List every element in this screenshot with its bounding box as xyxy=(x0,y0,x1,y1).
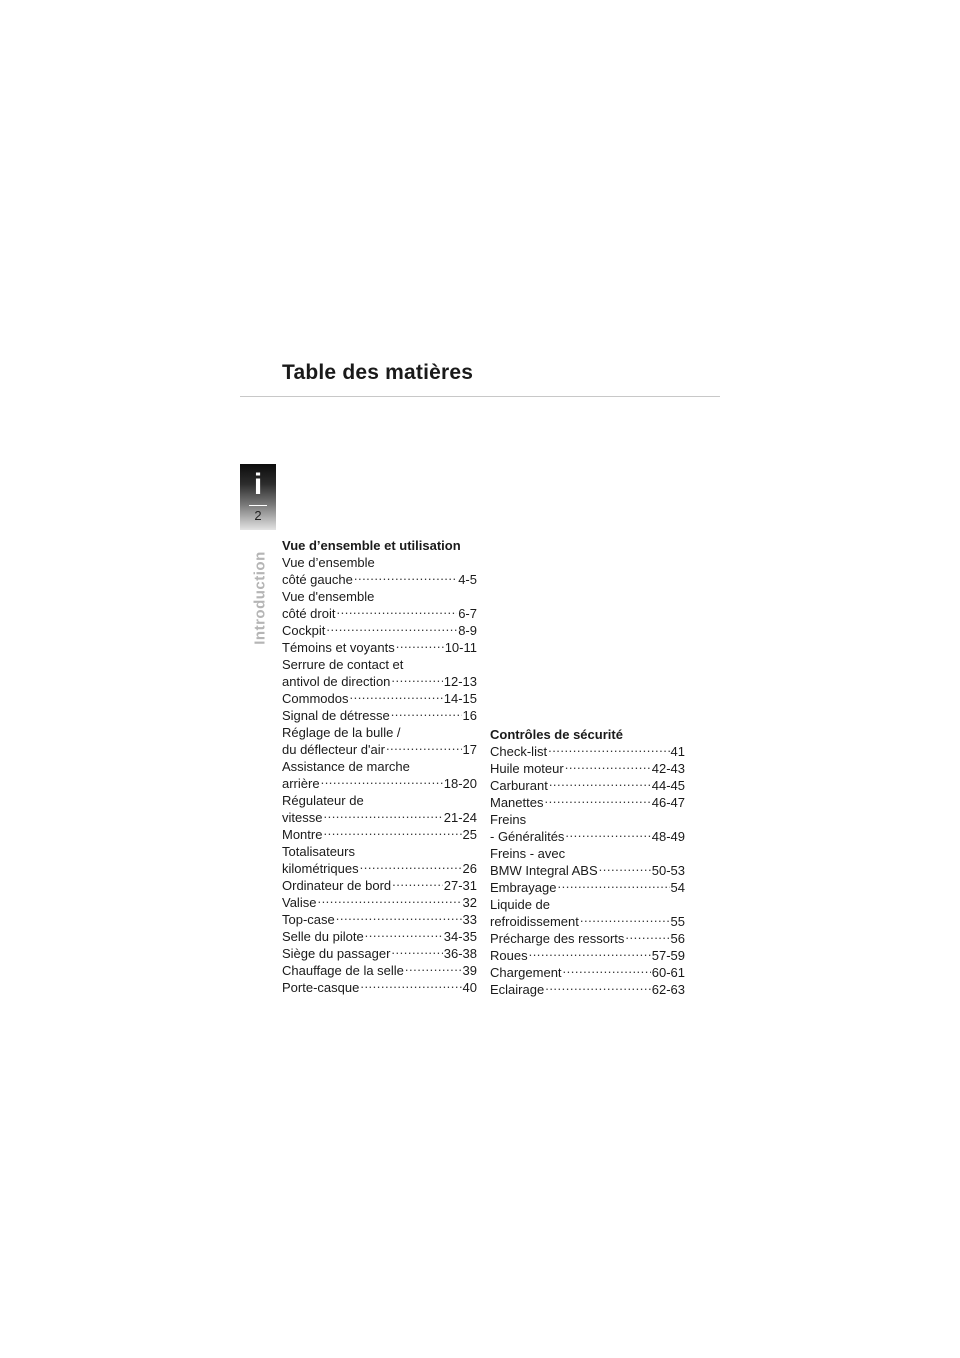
toc-entry-label: Vue d’ensemble xyxy=(282,555,375,570)
toc-entry xyxy=(490,981,685,998)
toc-entry-label: Top-case xyxy=(282,912,335,927)
toc-entry-label: Réglage de la bulle / xyxy=(282,725,401,740)
toc-entry-page: 12-13 xyxy=(443,674,477,689)
toc-entry xyxy=(282,741,477,758)
dot-leader xyxy=(565,760,651,773)
dot-leader xyxy=(354,571,457,584)
toc-entry xyxy=(282,792,477,809)
toc-entry-label: Précharge des ressorts xyxy=(490,931,625,946)
toc-entry xyxy=(282,894,477,911)
page-number: 2 xyxy=(254,508,262,523)
toc-entry-label: Valise xyxy=(282,895,317,910)
toc-section-overview xyxy=(282,537,477,996)
dot-leader xyxy=(336,911,462,924)
toc-entry-label: Manettes xyxy=(490,795,544,810)
toc-entry-page: 60-61 xyxy=(651,965,685,980)
toc-entry-page: 56 xyxy=(670,931,685,946)
toc-entry xyxy=(282,979,477,996)
section-heading: Vue d’ensemble et utilisation xyxy=(282,538,461,553)
dot-leader xyxy=(360,860,462,873)
toc-entry xyxy=(282,622,477,639)
toc-entry-page: 54 xyxy=(670,880,685,895)
dot-leader xyxy=(365,928,443,941)
dot-leader xyxy=(557,879,669,892)
toc-entry xyxy=(490,777,685,794)
toc-entry-page: 39 xyxy=(462,963,477,978)
dot-leader xyxy=(580,913,670,926)
dot-leader xyxy=(349,690,442,703)
toc-entry-label: Embrayage xyxy=(490,880,557,895)
toc-entry-page: 4-5 xyxy=(458,572,477,587)
toc-entry xyxy=(282,588,477,605)
toc-entry-label: kilométriques xyxy=(282,861,359,876)
dot-leader xyxy=(391,945,442,958)
toc-entry-label: Serrure de contact et xyxy=(282,657,404,672)
tab-divider xyxy=(249,505,267,506)
toc-entry-page: 40 xyxy=(462,980,477,995)
toc-entry xyxy=(282,673,477,690)
toc-entry-label: Eclairage xyxy=(490,982,545,997)
dot-leader xyxy=(323,809,442,822)
toc-entry xyxy=(282,605,477,622)
chapter-side-label-text: Introduction xyxy=(251,551,269,645)
dot-leader xyxy=(323,826,461,839)
toc-entry-label: Freins xyxy=(490,812,527,827)
toc-entry-label: Carburant xyxy=(490,778,548,793)
dot-leader xyxy=(392,877,443,890)
toc-entry-page: 57-59 xyxy=(651,948,685,963)
toc-entry xyxy=(490,828,685,845)
toc-entry-label: BMW Integral ABS xyxy=(490,863,598,878)
toc-entry-label: Témoins et voyants xyxy=(282,640,395,655)
toc-entry-label: Régulateur de xyxy=(282,793,364,808)
toc-entry-page: 16 xyxy=(462,708,477,723)
page-title: Table des matières xyxy=(282,361,474,384)
toc-entry-label: vitesse xyxy=(282,810,323,825)
toc-entry xyxy=(490,964,685,981)
toc-entry xyxy=(282,554,477,571)
toc-entry xyxy=(490,862,685,879)
toc-entry-page: 25 xyxy=(462,827,477,842)
toc-entry xyxy=(490,879,685,896)
toc-entry xyxy=(490,896,685,913)
toc-entry-page: 36-38 xyxy=(443,946,477,961)
toc-entry-label: Roues xyxy=(490,948,528,963)
toc-entry-page: 14-15 xyxy=(443,691,477,706)
dot-leader xyxy=(360,979,461,992)
dot-leader xyxy=(317,894,461,907)
toc-entry xyxy=(282,690,477,707)
dot-leader xyxy=(336,605,457,618)
toc-entry xyxy=(282,639,477,656)
toc-entry xyxy=(490,794,685,811)
toc-entry xyxy=(282,775,477,792)
toc-entry-label: Porte-casque xyxy=(282,980,360,995)
toc-entry-label: refroidissement xyxy=(490,914,579,929)
toc-entry-page: 18-20 xyxy=(443,776,477,791)
toc-entry xyxy=(282,877,477,894)
toc-entry-page: 32 xyxy=(462,895,477,910)
toc-entry-label: côté gauche xyxy=(282,572,353,587)
toc-entry-label: Totalisateurs xyxy=(282,844,355,859)
toc-entry-page: 42-43 xyxy=(651,761,685,776)
toc-entry-page: 41 xyxy=(670,744,685,759)
toc-section-safety-checks xyxy=(490,726,685,998)
toc-entry-page: 33 xyxy=(462,912,477,927)
toc-entry-page: 44-45 xyxy=(651,778,685,793)
toc-entry-page: 6-7 xyxy=(458,606,477,621)
dot-leader xyxy=(321,775,443,788)
toc-entry-label: - Généralités xyxy=(490,829,565,844)
dot-leader xyxy=(396,639,444,652)
toc-entry-page: 48-49 xyxy=(651,829,685,844)
toc-entry xyxy=(282,707,477,724)
dot-leader xyxy=(545,981,651,994)
dot-leader xyxy=(549,777,651,790)
section-heading: Contrôles de sécurité xyxy=(490,727,623,742)
toc-entry-page: 46-47 xyxy=(651,795,685,810)
toc-entry xyxy=(490,743,685,760)
toc-entry xyxy=(490,760,685,777)
toc-entry xyxy=(490,845,685,862)
toc-entry-label: côté droit xyxy=(282,606,336,621)
toc-entry xyxy=(490,947,685,964)
toc-entry-label: Vue d'ensemble xyxy=(282,589,375,604)
toc-entry-page: 8-9 xyxy=(458,623,477,638)
toc-entry-label: du déflecteur d'air xyxy=(282,742,385,757)
title-divider xyxy=(240,396,720,397)
toc-entry xyxy=(282,911,477,928)
toc-entry xyxy=(282,758,477,775)
toc-entry-label: Check-list xyxy=(490,744,548,759)
dot-leader xyxy=(386,741,462,754)
dot-leader xyxy=(599,862,651,875)
dot-leader xyxy=(405,962,462,975)
toc-entry-label: Ordinateur de bord xyxy=(282,878,392,893)
dot-leader xyxy=(529,947,651,960)
toc-entry xyxy=(490,811,685,828)
toc-entry-page: 21-24 xyxy=(443,810,477,825)
dot-leader xyxy=(544,794,650,807)
dot-leader xyxy=(391,673,442,686)
toc-entry-label: Selle du pilote xyxy=(282,929,364,944)
toc-entry xyxy=(490,930,685,947)
toc-entry xyxy=(282,928,477,945)
toc-entry-label: Siège du passager xyxy=(282,946,391,961)
toc-entry xyxy=(282,962,477,979)
toc-entry-label: Huile moteur xyxy=(490,761,564,776)
toc-entry-label: Chauffage de la selle xyxy=(282,963,404,978)
toc-entry-label: Cockpit xyxy=(282,623,326,638)
dot-leader xyxy=(563,964,651,977)
toc-entry-label: arrière xyxy=(282,776,320,791)
dot-leader xyxy=(565,828,650,841)
toc-entry-page: 34-35 xyxy=(443,929,477,944)
toc-entry-label: Freins - avec xyxy=(490,846,566,861)
toc-entry-label: Montre xyxy=(282,827,323,842)
toc-entry xyxy=(282,826,477,843)
dot-leader xyxy=(548,743,669,756)
toc-entry-label: Assistance de marche xyxy=(282,759,410,774)
toc-entry xyxy=(490,913,685,930)
toc-entry-page: 62-63 xyxy=(651,982,685,997)
toc-entry-page: 50-53 xyxy=(651,863,685,878)
toc-entry xyxy=(282,945,477,962)
toc-entry xyxy=(282,809,477,826)
toc-entry xyxy=(282,656,477,673)
toc-entry-label: antivol de direction xyxy=(282,674,391,689)
chapter-tab-marker xyxy=(240,464,276,530)
toc-entry xyxy=(282,860,477,877)
toc-entry-label: Liquide de xyxy=(490,897,550,912)
toc-entry-page: 10-11 xyxy=(444,640,477,655)
info-icon: i xyxy=(253,468,263,501)
dot-leader xyxy=(391,707,462,720)
toc-entry-page: 17 xyxy=(462,742,477,757)
dot-leader xyxy=(326,622,457,635)
toc-entry-label: Commodos xyxy=(282,691,349,706)
toc-entry xyxy=(282,843,477,860)
toc-entry-label: Chargement xyxy=(490,965,562,980)
toc-entry-page: 27-31 xyxy=(443,878,477,893)
toc-entry-page: 26 xyxy=(462,861,477,876)
toc-entry-page: 55 xyxy=(670,914,685,929)
toc-entry-label: Signal de détresse xyxy=(282,708,390,723)
toc-entry xyxy=(282,571,477,588)
dot-leader xyxy=(625,930,669,943)
chapter-side-label xyxy=(250,548,270,648)
toc-entry xyxy=(282,724,477,741)
